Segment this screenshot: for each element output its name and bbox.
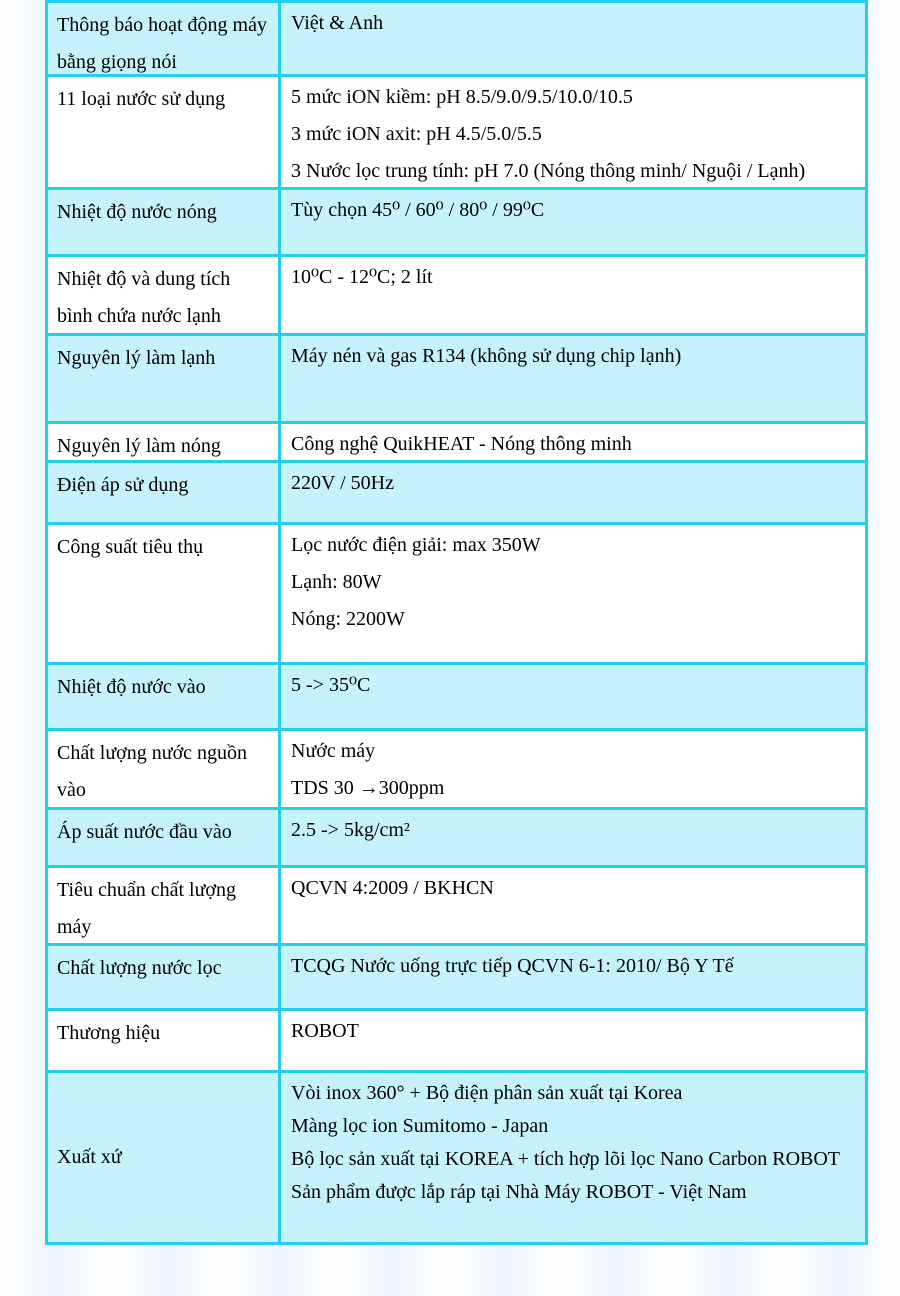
spec-row-origin (48, 1073, 865, 1242)
spec-row-brand (48, 1011, 865, 1073)
spec-value-cell (281, 731, 865, 807)
spec-value-line: Lọc nước điện giải: max 350W (291, 534, 541, 556)
spec-row-water-types (48, 77, 865, 190)
spec-row-voltage (48, 463, 865, 525)
spec-value-line: 3 Nước lọc trung tính: pH 7.0 (Nóng thông minh/ Nguội / Lạnh) (291, 160, 806, 182)
spec-label: Xuất xứ (48, 1073, 281, 1242)
spec-label: Nhiệt độ nước nóng (48, 190, 281, 254)
spec-label: 11 loại nước sử dụng (48, 77, 281, 187)
spec-value-cell (281, 463, 865, 522)
product-spec-table (45, 0, 868, 1245)
spec-row-filtered-water-quality (48, 946, 865, 1011)
spec-label: Thông báo hoạt động máy bằng giọng nói (48, 3, 281, 74)
spec-row-cooling-principle (48, 336, 865, 424)
spec-value-line: Màng lọc ion Sumitomo - Japan (291, 1115, 549, 1137)
spec-label: Tiêu chuẩn chất lượng máy (48, 868, 281, 943)
spec-value-line: Nước máy (291, 740, 376, 762)
spec-label: Áp suất nước đầu vào (48, 810, 281, 865)
spec-label: Nguyên lý làm lạnh (48, 336, 281, 421)
spec-value-cell (281, 810, 865, 865)
spec-value-line: Việt & Anh (291, 12, 384, 34)
spec-label: Thương hiệu (48, 1011, 281, 1070)
spec-value-line: Sản phẩm được lắp ráp tại Nhà Máy ROBOT - Việt Nam (291, 1181, 747, 1203)
spec-value-line: Bộ lọc sản xuất tại KOREA + tích hợp lõi lọc Nano Carbon ROBOT (291, 1148, 841, 1170)
spec-label: Điện áp sử dụng (48, 463, 281, 522)
spec-value-cell (281, 336, 865, 421)
spec-row-inlet-pressure (48, 810, 865, 868)
spec-value-cell (281, 525, 865, 662)
spec-value-cell (281, 424, 865, 460)
spec-row-power-consumption (48, 525, 865, 665)
spec-row-machine-standard (48, 868, 865, 946)
spec-label: Nhiệt độ và dung tích bình chứa nước lạnh (48, 257, 281, 333)
spec-value-line: 2.5 -> 5kg/cm² (291, 819, 410, 841)
spec-value-line: 5 -> 35⁰C (291, 674, 371, 696)
spec-row-inlet-temp (48, 665, 865, 731)
spec-value-cell (281, 77, 865, 187)
spec-value-cell (281, 868, 865, 943)
spec-row-heating-principle (48, 424, 865, 463)
spec-value-line: TDS 30 →300ppm (291, 777, 445, 799)
spec-value-cell (281, 665, 865, 728)
spec-value-line: Máy nén và gas R134 (không sử dụng chip lạnh) (291, 345, 682, 367)
spec-value-line: 5 mức iON kiềm: pH 8.5/9.0/9.5/10.0/10.5 (291, 86, 633, 108)
spec-value-line: Nóng: 2200W (291, 608, 405, 630)
spec-label: Chất lượng nước nguồn vào (48, 731, 281, 807)
spec-value-line: Vòi inox 360° + Bộ điện phân sản xuất tại Korea (291, 1082, 683, 1104)
spec-value-cell (281, 946, 865, 1008)
spec-row-cold-tank (48, 257, 865, 336)
spec-value-line: Công nghệ QuikHEAT - Nóng thông minh (291, 433, 632, 455)
spec-row-voice-notification (48, 3, 865, 77)
spec-value-line: 10⁰C - 12⁰C; 2 lít (291, 266, 433, 288)
spec-value-line: 220V / 50Hz (291, 472, 394, 494)
spec-value-line: QCVN 4:2009 / BKHCN (291, 877, 494, 899)
spec-value-line: Tùy chọn 45⁰ / 60⁰ / 80⁰ / 99⁰C (291, 199, 545, 221)
spec-value-cell (281, 1011, 865, 1070)
spec-label: Chất lượng nước lọc (48, 946, 281, 1008)
spec-value-cell (281, 190, 865, 254)
spec-value-cell (281, 1073, 865, 1242)
spec-value-cell (281, 257, 865, 333)
spec-label: Công suất tiêu thụ (48, 525, 281, 662)
spec-value-line: ROBOT (291, 1020, 359, 1042)
spec-row-hot-water-temp (48, 190, 865, 257)
spec-row-source-water-quality (48, 731, 865, 810)
spec-value-line: TCQG Nước uống trực tiếp QCVN 6-1: 2010/ Bộ Y Tế (291, 955, 734, 977)
spec-label: Nguyên lý làm nóng (48, 424, 281, 460)
spec-label: Nhiệt độ nước vào (48, 665, 281, 728)
spec-value-line: 3 mức iON axit: pH 4.5/5.0/5.5 (291, 123, 542, 145)
spec-value-line: Lạnh: 80W (291, 571, 382, 593)
spec-value-cell (281, 3, 865, 74)
